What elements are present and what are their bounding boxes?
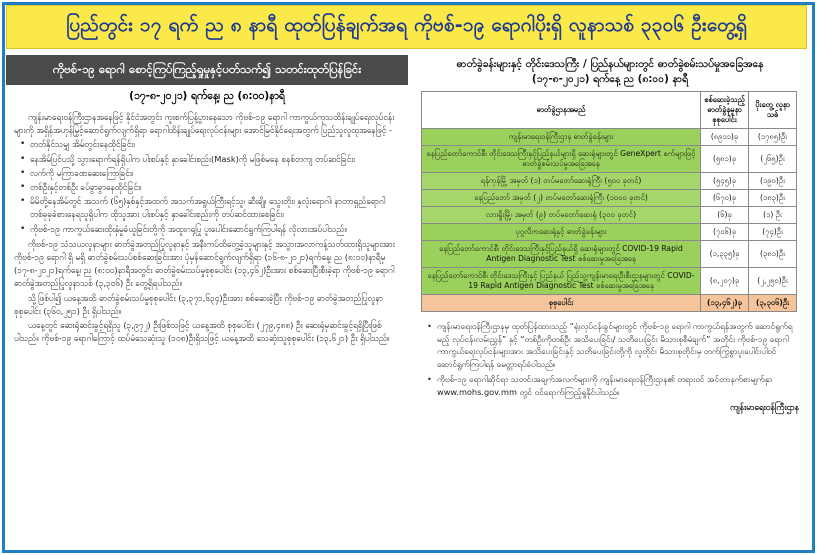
ministry-signature: ကျန်းမာရေးဝန်ကြီးဌာန bbox=[730, 401, 799, 412]
press-release-banner: ကိုဗစ်-၁၉ ရောဂါ စောင့်ကြပ်ကြည့်ရှုမှုနှင့်ပတ်သက်၍ သတင်းထုတ်ပြန်ခြင်း bbox=[6, 55, 408, 85]
press-release-body bbox=[6, 111, 408, 345]
lab-name-cell: နေပြည်တော် အမှတ် (၂) တပ်မတော်ဆေးရုံကြီး (၁၀၀၀ ခုတင်) bbox=[422, 190, 701, 207]
press-release-date: (၁၇-၈-၂၀၂၁) ရက်နေ့၊ ည (၈:၀၀)နာရီ bbox=[129, 90, 285, 102]
positive-cell: (၁၈၃)ဦး bbox=[749, 190, 797, 207]
lab-status-title: ဓာတ်ခွဲခန်းများနှင့် တိုင်းဒေသကြီး / ပြည်နယ်များတွင် ဓာတ်ခွဲစမ်းသပ်မှုအခြေအနေ bbox=[456, 58, 764, 70]
table-total-row bbox=[422, 295, 797, 312]
note-item: • ကိုဗစ်-၁၉ ရောဂါဆိုင်ရာ သတင်းအချက်အလက်များကို ကျန်းမာရေးဝန်ကြီးဌာန၏ တရားဝင် အင်တာနက်စာမျက်နှာ www.mohs.gov.mm တွင် ဝင်ရောက်ကြည့်ရှုနိုင်ပါသည်။ bbox=[425, 373, 801, 398]
recovery-paragraph: ယနေ့တွင် ဆေးရုံဆင်းခွင့်ရရှိသူ (၃,၉၇၂) ဦးဖြစ်သဖြင့် ယနေ့အထိ စုစုပေါင်း (၂၇၉,၄၈၈) ဦး ဆေးရုံမှဆင်းခွင့်ရရှိပြီးဖြစ်ပါသည်။ ကိုဗစ်-၁၉ ရောဂါကြောင့် ထပ်မံသေဆုံးသူ (၁၀၈)ဦးရှိသဖြင့် ယနေ့အထိ သေဆုံးသူစုစုပေါင်း (၁၃,၆၂၁) ဦး ရှိပါသည်။ bbox=[14, 320, 390, 344]
headline: ပြည်တွင်း ၁၇ ရက် ည ၈ နာရီ ထုတ်ပြန်ချက်အရ ကိုဗစ်-၁၉ ရောဂါပိုးရှိ လူနာသစ် ၃၃၀၆ ဦးတွေ့ရှိ bbox=[6, 5, 807, 49]
lab-status-date: (၁၇-၈-၂၀၂၁) ရက်နေ့ ည (၈:၀၀) နာရီ bbox=[531, 73, 689, 85]
positive-cell: (၃၈၁)ဦး bbox=[749, 241, 797, 268]
lab-name-cell: ကျန်းမာရေးဝန်ကြီးဌာန ဓာတ်ခွဲခန်းများ bbox=[422, 129, 701, 146]
advice-item: • နေအိမ်ပြင်ပသို့ သွားရောက်ရန်ရှိပါက ပါးစပ်နှင့် နှာခေါင်းစည်း(Mask)ကို မဖြစ်မနေ စနစ်တကျ တပ်ဆင်ခြင်း၊ bbox=[14, 153, 402, 166]
lab-status-table bbox=[421, 91, 797, 312]
lab-name-cell: ရန်ကုန်မြို့ အမှတ် (၁) တပ်မတော်ဆေးရုံကြီး (၅၀၀ ခုတင်) bbox=[422, 173, 701, 190]
table-row bbox=[422, 173, 797, 190]
lab-name-cell: နေပြည်တော်ကောင်စီ၊ တိုင်းဒေသကြီးနှင့် ပြည်နယ် ပြည်သူ့ကျန်းမာရေးဦးစီးဌာနများတွင် COVID-19 Rapid Antigen Diagnostic Test စစ်ဆေးမှုအခြေအနေ bbox=[422, 268, 701, 295]
lab-name-cell: လားရှိုးမြို့၊ အမှတ် (၉) တပ်မတော်ဆေးရုံ (၃၀၀ ခုတင်) bbox=[422, 207, 701, 224]
tested-cell: (၅၄၅)ခု bbox=[701, 173, 749, 190]
column-header-tested: စစ်ဆေးခဲ့သည့် ဓာတ်ခွဲနမူနာ စုစုပေါင်း bbox=[701, 92, 749, 129]
advice-item: • ကိုဗစ်-၁၉ ကာကွယ်ဆေးထိုးနှံမှုခံယူခြင်းတို့ကို အထူးဂရုပြု ပူးပေါင်းဆောင်ရွက်ကြပါရန် လိုလားအပ်ပါသည်။ bbox=[14, 223, 402, 236]
advice-list bbox=[14, 138, 402, 235]
tested-cell: (၆)ခု bbox=[701, 207, 749, 224]
advice-item: • လက်ကို မကြာခဏဆေးကြောခြင်း၊ bbox=[14, 167, 402, 180]
total-tested-cell: (၁၃,၄၆၂)ခု bbox=[701, 295, 749, 312]
table-row bbox=[422, 268, 797, 295]
tested-cell: (၇၀၆)ခု bbox=[701, 224, 749, 241]
total-label-cell: စုစုပေါင်း bbox=[422, 295, 701, 312]
advice-item: • တတ်နိုင်သမျှ အိမ်တွင်းနေထိုင်ခြင်း၊ bbox=[14, 138, 402, 151]
note-item: • ကျန်းမာရေးဝန်ကြီးဌာနမှ ထုတ်ပြန်ထားသည့် “ရုံးလုပ်ငန်းခွင်များတွင် ကိုဗစ်-၁၉ ရောဂါ ကာကွယ်ရန်အတွက် ဆောင်ရွက်ရမည့် လုပ်ငန်းလမ်းညွှန်” နှင့် “တစ်ဦးကိုတစ်ဦး အသိပေးခြင်း/ သတိပေးခြင်း မိသားစုစီမံချက်” အတိုင်း ကိုဗစ်-၁၉ ရောဂါ ကာကွယ်ရေးလုပ်ငန်းများအား အသိပေးခြင်းနှင့် သတိပေးခြင်းတို့ကို လူတိုင်း မိသားစုတိုင်းမှ တက်ကြွစွာပူးပေါင်းပါဝင် ဆောင်ရွက်ကြပါရန် မေတ္တာရပ်ခံပါသည်။ bbox=[425, 320, 801, 370]
table-row bbox=[422, 190, 797, 207]
tested-cell: (၈,၂၀၇)ခု bbox=[701, 268, 749, 295]
testing-paragraph: ကိုဗစ်-၁၉ သံသယလူနာများ ဓာတ်ခွဲအတည်ပြုလူနာနှင့် အနီးကပ်ထိတွေ့ခဲ့သူများနှင့် အသွားအလာကန့်သတ်ထားရှိသူများအား ကိုဗစ်-၁၉ ရောဂါ ရှိ မရှိ ဓာတ်ခွဲစမ်းသပ်စစ်ဆေးခြင်းအား ပုံမှန်ဆောင်ရွက်လျက်ရှိရာ (၁၆-၈-၂၀၂၁)ရက်နေ့၊ ည (၈:၀၀)နာရီမှ (၁၇-၈-၂၀၂၁)ရက်နေ့၊ ည (၈:၀၀)နာရီအတွင်း ဓာတ်ခွဲစမ်းသပ်မှုစုစုပေါင်း (၁၃,၄၆၂)ဦးအား စစ်ဆေးပြီးစီးခဲ့ရာ ကိုဗစ်-၁၉ ရောဂါ ဓာတ်ခွဲအတည်ပြုလူနာသစ် (၃,၃၀၆) ဦး တွေ့ရှိရပါသည်။ bbox=[14, 238, 395, 289]
table-row bbox=[422, 241, 797, 268]
table-header-row bbox=[422, 92, 797, 129]
tested-cell: (၅၈၁)ခု bbox=[701, 146, 749, 173]
advice-item: • တစ်ဦးနှင့်တစ်ဦး ခပ်ခွာခွာနေထိုင်ခြင်း၊ bbox=[14, 181, 402, 194]
notes-list bbox=[425, 320, 801, 399]
advice-item: • မိမိတို့နေအိမ်တွင် အသက် (၆၅)နှစ်နှင့်အထက် အသက်အရွယ်ကြီးရင့်သူ၊ ဆီးချို၊ သွေးတိုး၊ နှလုံးရောဂါ၊ နာတာရှည်ရောဂါတစ်ခုခုခံစားနေရသူရှိပါက ထိုသူအား ပါးစပ်နှင့် နှာခေါင်းစည်းကို တပ်ဆင်ထားစေခြင်း၊ bbox=[14, 195, 402, 221]
table-row bbox=[422, 207, 797, 224]
press-release bbox=[6, 55, 408, 545]
lab-name-cell: နေပြည်တော်ကောင်စီ၊ တိုင်းဒေသကြီးနှင့်ပြည်နယ်များရှိ ဆေးရုံများတွင် GeneXpert စက်များဖြင့် ဓာတ်ခွဲစမ်းသပ်မှုအခြေအနေ bbox=[422, 146, 701, 173]
total-positive-cell: (၃,၃၀၆)ဦး bbox=[749, 295, 797, 312]
table-row bbox=[422, 129, 797, 146]
positive-cell: (၂,၂၅၀)ဦး bbox=[749, 268, 797, 295]
tested-cell: (၈၉၁၁)ခု bbox=[701, 129, 749, 146]
column-header-lab: ဓာတ်ခွဲဌာနအမည် bbox=[422, 92, 701, 129]
tested-cell: (၁,၃၃၅)ခု bbox=[701, 241, 749, 268]
lab-name-cell: ပုဂ္ဂလိကဆေးရုံနှင့် ဓာတ်ခွဲခန်းများ bbox=[422, 224, 701, 241]
positive-cell: (၇၄)ဦး bbox=[749, 224, 797, 241]
positive-cell: (၂၆၅)ဦး bbox=[749, 146, 797, 173]
positive-cell: (၁၇၈၅)ဦး bbox=[749, 129, 797, 146]
table-row bbox=[422, 146, 797, 173]
positive-cell: (၁) ဦး bbox=[749, 207, 797, 224]
tested-cell: (၆၇၀)ခု bbox=[701, 190, 749, 207]
positive-cell: (၁၉၀)ဦး bbox=[749, 173, 797, 190]
column-header-positive: ပိုးတွေ့ လူနာသစ် bbox=[749, 92, 797, 129]
lab-name-cell: နေပြည်တော်ကောင်စီ၊ တိုင်းဒေသကြီးနှင့်ပြည်နယ်ရှိ ဆေးရုံများတွင် COVID-19 Rapid Antigen Diagnostic Test စစ်ဆေးမှုအခြေအနေ bbox=[422, 241, 701, 268]
lab-status-section bbox=[413, 55, 807, 545]
intro-paragraph: ကျန်းမာရေးဝန်ကြီးဌာနအနေဖြင့် နိုင်ငံအတွင်း ကူးစက်ပြန့်ပွားနေသော ကိုဗစ်-၁၉ ရောဂါ ကာကွယ်ကုသထိန်းချုပ်ရေးလုပ်ငန်းများကို အရှိန်အဟုန်မြှင့်ဆောင်ရွက်လျက်ရှိရာ ရောဂါထိန်းချုပ်ရေးလုပ်ငန်းများ အောင်မြင်နိုင်ရေးအတွက် ပြည်သူလူထုအနေဖြင့် - bbox=[14, 112, 395, 136]
table-row bbox=[422, 224, 797, 241]
cumulative-paragraph: သို့ဖြစ်ပါ၍ ယနေ့အထိ ဓာတ်ခွဲစမ်းသပ်မှုစုစုပေါင်း (၃,၃၇၁,၆၃၄)ဦးအား စစ်ဆေးခဲ့ပြီး ကိုဗစ်-၁၉ ဓာတ်ခွဲအတည်ပြုလူနာ စုစုပေါင်း (၃၆၀,၂၅၁) ဦး ရှိပါသည်။ bbox=[14, 292, 383, 316]
